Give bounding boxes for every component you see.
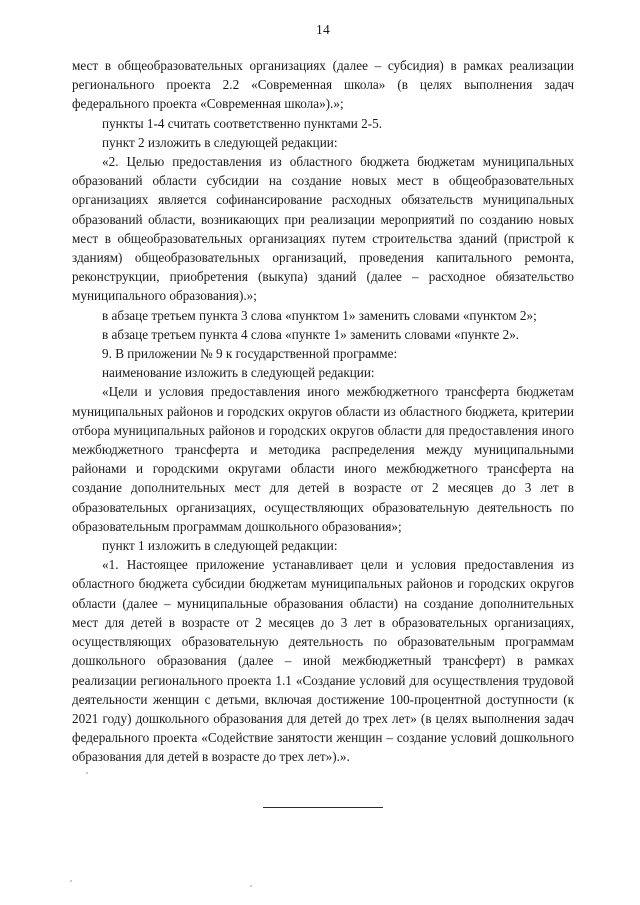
section-divider (72, 807, 574, 808)
paragraph: 9. В приложении № 9 к государственной программе: (102, 346, 398, 362)
horizontal-rule (263, 807, 383, 808)
paragraph: в абзаце третьем пункта 3 слова «пунктом 1» заменить словами «пунктом 2»; (102, 307, 537, 323)
page-number: 14 (316, 22, 330, 37)
paragraph: «2. Целью предоставления из областного бюджета бюджетам муниципальных образований области субсидии на создание новых мест в общеобразовательных организациях является софинансирование расходных обязательств муниципальных образований области, возникающих при реализации мероприятий по созданию новых мест в общеобразовательных организациях путем строительства зданий (пристрой к зданиям) общеобразовательных организаций, проведения капитального ремонта, реконструкции, приобретения (выкупа) зданий (далее – расходное обязательство муниципального образования).»; (72, 154, 574, 304)
scan-speck (250, 885, 252, 887)
paragraph: наименование изложить в следующей редакции: (102, 365, 375, 381)
paragraph: мест в общеобразовательных организациях (далее – субсидия) в рамках реализации регионального проекта 2.2 «Современная школа» (в целях выполнения задач федерального проекта «Современная школа»).»; (72, 58, 574, 112)
document-body (72, 56, 574, 767)
paragraph: пункты 1-4 считать соответственно пунктами 2-5. (102, 115, 383, 131)
paragraph: «1. Настоящее приложение устанавливает цели и условия предоставления из областного бюджета субсидии бюджетам муниципальных районов и городских округов области (далее – муниципальные образования области) на создание дополнительных мест для детей в возрасте от 2 месяцев до 3 лет в образовательных организациях, осуществляющих образовательную деятельность по образовательным программам дошкольного образования (далее – иной межбюджетный трансферт) в рамках реализации регионального проекта 1.1 «Создание условий для осуществления трудовой деятельности женщин с детьми, включая достижение 100-процентной доступности (к 2021 году) дошкольного образования для детей до трех лет» (в целях выполнения задач федерального проекта «Содействие занятости женщин – создание условий дошкольного образования для детей в возрасте до трех лет»).». (72, 557, 574, 765)
paragraph: «Цели и условия предоставления иного межбюджетного трансферта бюджетам муниципальных районов и городских округов области из областного бюджета, критерии отбора муниципальных районов и городских округов области для предоставления иного межбюджетного трансферта и методика распределения между муниципальными районами и городскими округами области иного межбюджетного трансферта на создание дополнительных мест для детей в возрасте от 2 месяцев до 3 лет в образовательных организациях, осуществляющих образовательную деятельность по образовательным программам дошкольного образования»; (72, 384, 574, 534)
scan-speck (86, 772, 88, 774)
paragraph: пункт 2 изложить в следующей редакции: (102, 134, 338, 150)
paragraph: в абзаце третьем пункта 4 слова «пункте 1» заменить словами «пункте 2». (102, 326, 520, 342)
paragraph: пункт 1 изложить в следующей редакции: (102, 538, 338, 554)
scan-speck (70, 880, 72, 882)
